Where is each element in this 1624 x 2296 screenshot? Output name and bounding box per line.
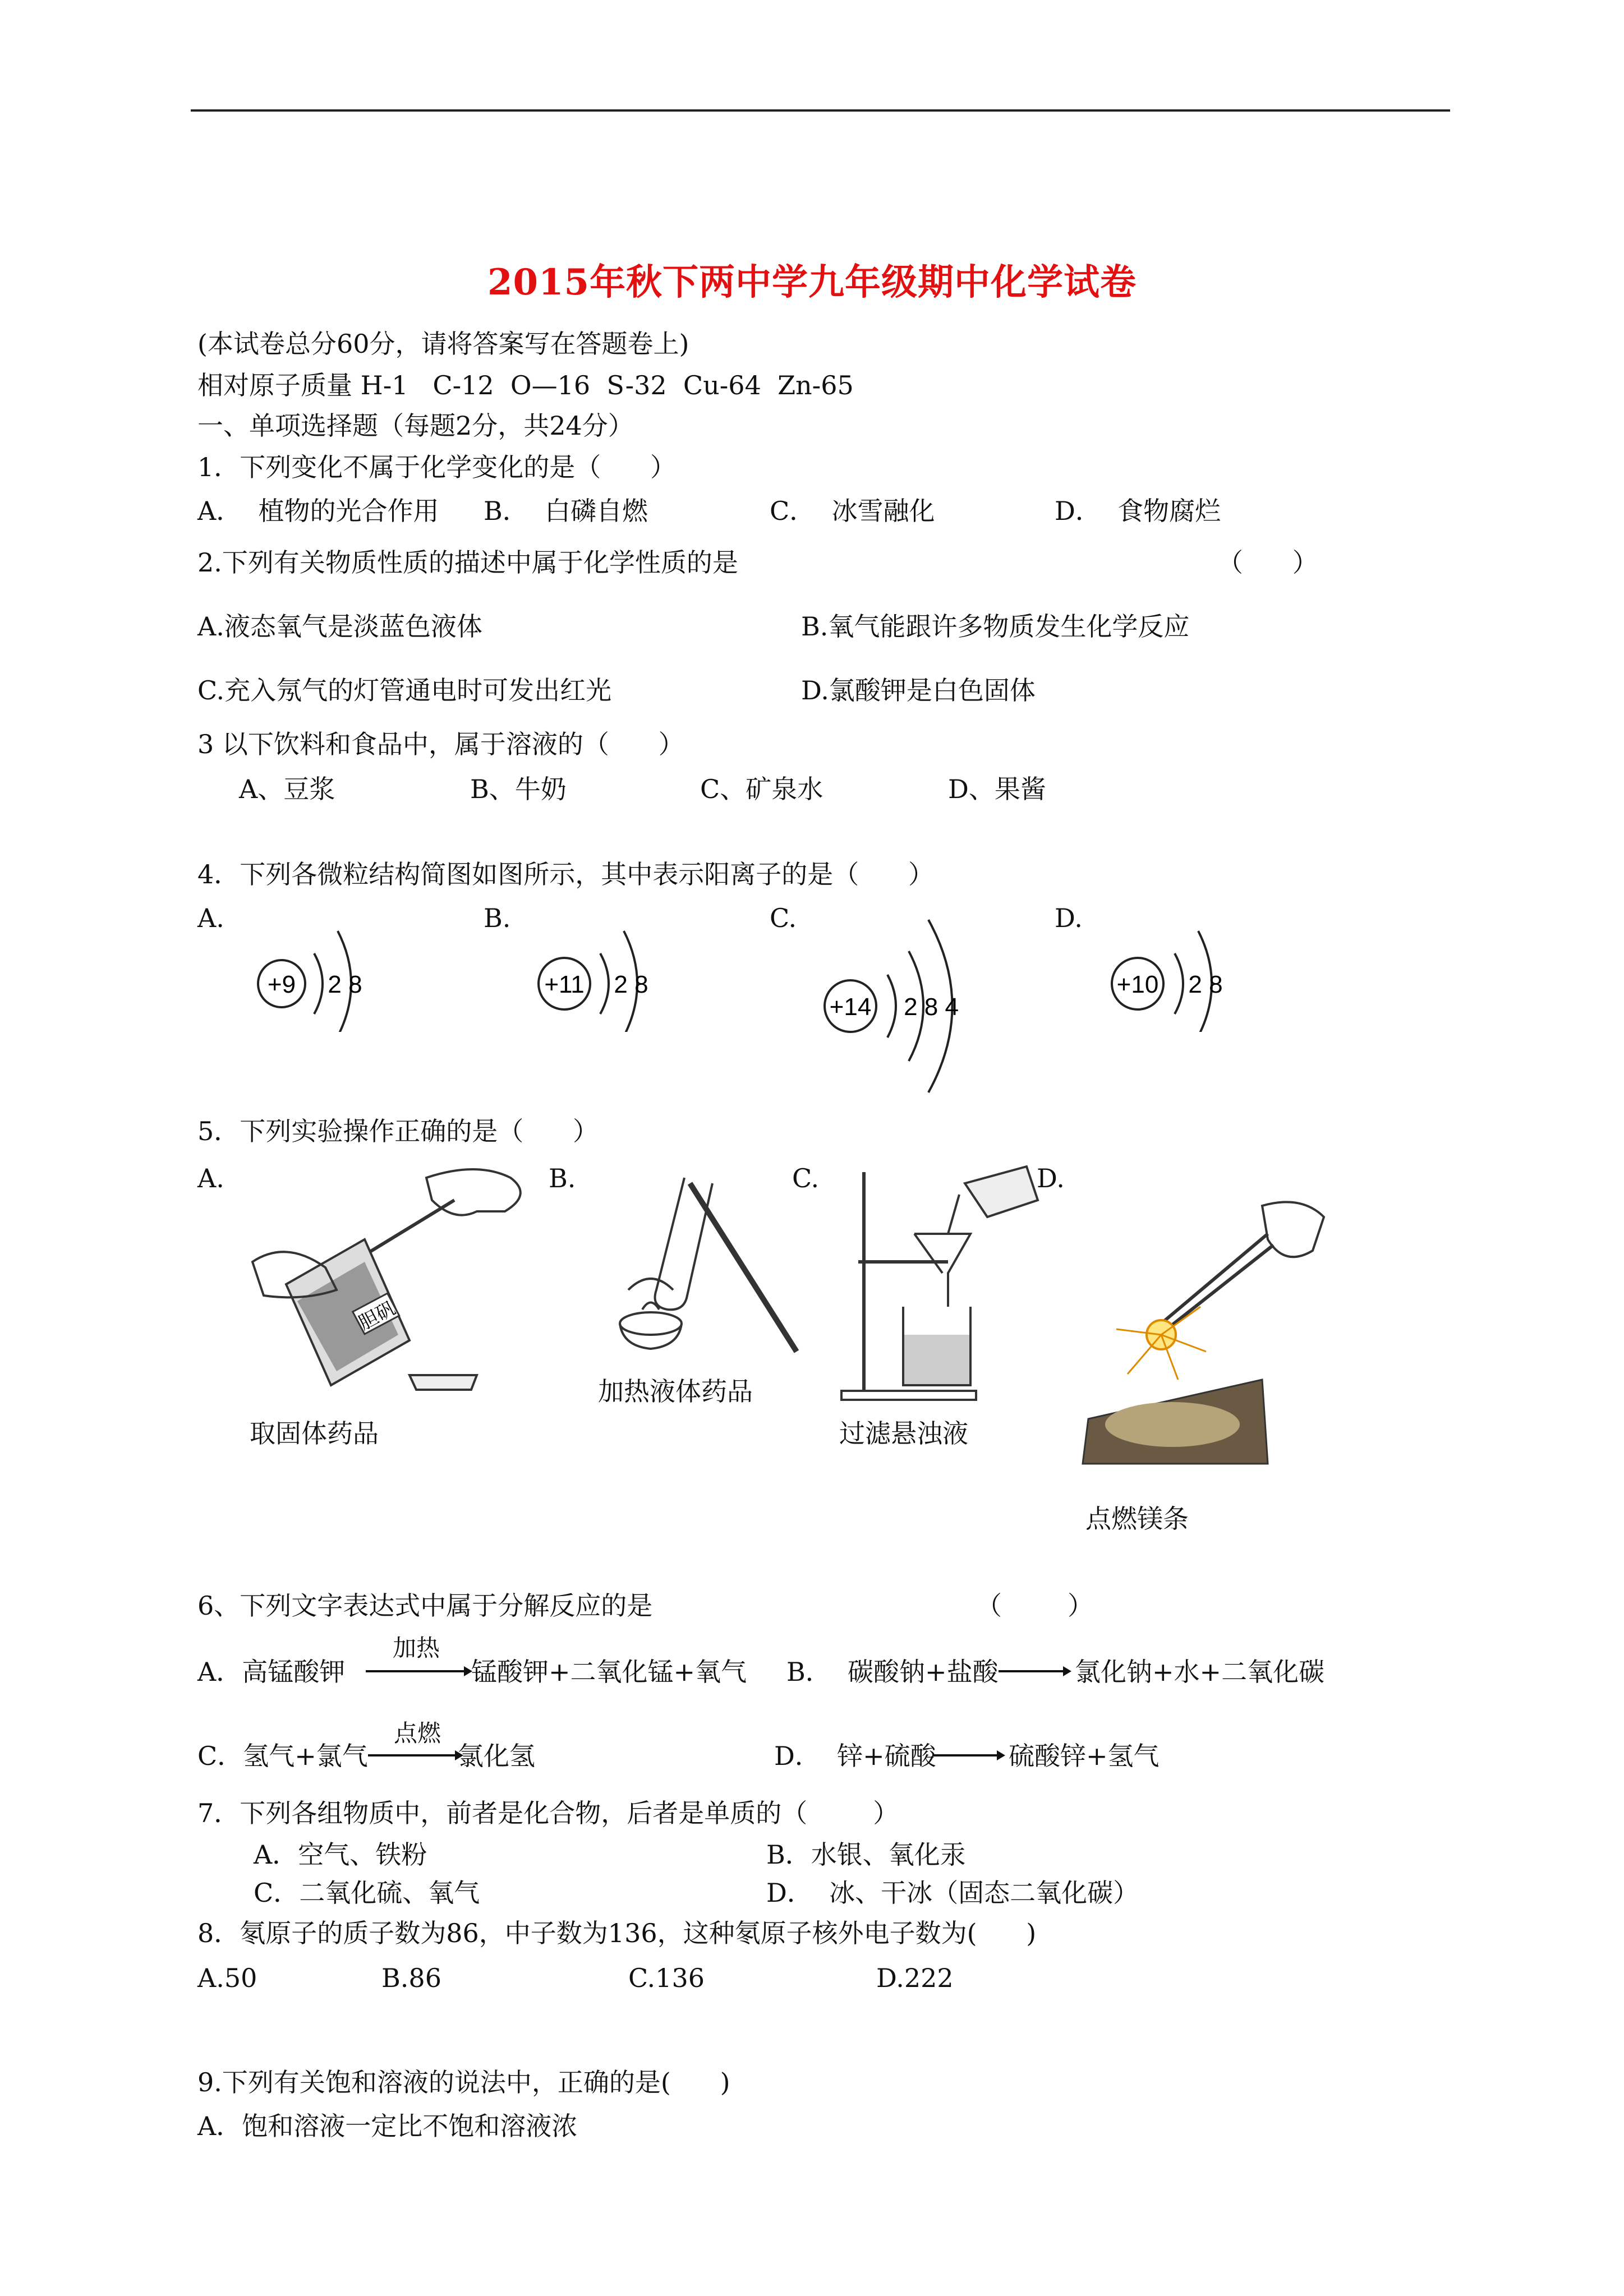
- figure-ignite-magnesium: [1077, 1195, 1346, 1486]
- q8-option-d: D.222: [876, 1963, 954, 1993]
- q6-a-product: 锰酸钾+二氧化锰+氧气: [471, 1657, 747, 1687]
- q6-c-arrow: [368, 1749, 463, 1762]
- q9-stem: 9.下列有关饱和溶液的说法中，正确的是( ): [197, 2067, 730, 2097]
- q2-paren: （ ）: [1217, 547, 1318, 578]
- q3-stem: 3 以下饮料和食品中，属于溶液的（ ）: [197, 729, 684, 759]
- caption-take-solid: 取固体药品: [250, 1418, 379, 1449]
- q6-stem: 6、下列文字表达式中属于分解反应的是: [197, 1590, 653, 1621]
- figure-heat-liquid: [595, 1167, 808, 1368]
- atom-c-nucleus: +14: [829, 993, 872, 1021]
- atom-c-shells: 2 8 4: [904, 993, 959, 1021]
- section-heading: 一、单项选择题（每题2分，共24分）: [197, 411, 634, 441]
- q6-d-reactant: D． 锌+硫酸: [774, 1741, 936, 1771]
- q4-label-d: D.: [1055, 903, 1083, 933]
- q4-label-c: C.: [770, 903, 797, 933]
- atomic-mass-line: 相对原子质量 H-1 C-12 O—16 S-32 Cu-64 Zn-65: [197, 370, 854, 400]
- q3-option-a: A、豆浆: [239, 774, 335, 804]
- q5-label-b: B.: [549, 1163, 576, 1193]
- q5-label-d: D.: [1037, 1163, 1065, 1193]
- q6-a-reactant: A．高锰酸钾: [197, 1657, 346, 1687]
- q2-option-b: B.氧气能跟许多物质发生化学反应: [801, 611, 1190, 642]
- q3-option-d: D、果酱: [948, 774, 1046, 804]
- q5-label-a: A.: [197, 1163, 224, 1193]
- q7-stem: 7．下列各组物质中，前者是化合物，后者是单质的（ ）: [197, 1798, 899, 1828]
- q8-stem: 8．氡原子的质子数为86，中子数为136，这种氡原子核外电子数为( ): [197, 1918, 1037, 1948]
- atom-diagram-d: [1103, 909, 1249, 1032]
- atom-b-nucleus: +11: [544, 971, 585, 998]
- atom-diagram-a: [241, 909, 387, 1032]
- atom-diagram-b: [527, 909, 673, 1032]
- q3-option-c: C、矿泉水: [700, 774, 823, 804]
- q7-option-a: A．空气、铁粉: [254, 1839, 427, 1870]
- q1-option-d: D． 食物腐烂: [1055, 496, 1221, 526]
- atom-a-nucleus: +9: [267, 971, 296, 998]
- bottle-label: 胆矾: [355, 1297, 399, 1335]
- q5-stem: 5．下列实验操作正确的是（ ）: [197, 1116, 599, 1146]
- q6-d-product: 硫酸锌+氢气: [1009, 1741, 1160, 1771]
- q8-option-c: C.136: [628, 1963, 705, 1993]
- atom-a-shells: 2 8: [328, 971, 362, 998]
- q6-b-arrow: [999, 1665, 1071, 1678]
- caption-filtration: 过滤悬浊液: [839, 1418, 968, 1449]
- caption-ignite-magnesium: 点燃镁条: [1085, 1504, 1189, 1534]
- q9-option-a: A．饱和溶液一定比不饱和溶液浓: [197, 2111, 578, 2141]
- q8-option-a: A.50: [197, 1963, 257, 1993]
- atom-diagram-c: [813, 903, 999, 1105]
- atom-d-shells: 2 8: [1188, 971, 1223, 998]
- q2-option-c: C.充入氖气的灯管通电时可发出红光: [197, 675, 612, 706]
- q4-label-b: B.: [484, 903, 511, 933]
- figure-filtration: [836, 1150, 1060, 1408]
- q2-option-d: D.氯酸钾是白色固体: [801, 675, 1036, 706]
- q2-option-a: A.液态氧气是淡蓝色液体: [197, 611, 482, 642]
- top-rule: [191, 109, 1450, 112]
- q3-option-b: B、牛奶: [470, 774, 567, 804]
- q6-b-product: 氯化钠+水+二氧化碳: [1075, 1657, 1325, 1687]
- q6-c-condition: 点燃: [394, 1719, 441, 1747]
- q1-option-a: A． 植物的光合作用: [197, 496, 439, 526]
- q2-stem: 2.下列有关物质性质的描述中属于化学性质的是: [197, 547, 738, 578]
- q1-stem: 1．下列变化不属于化学变化的是（ ）: [197, 452, 676, 482]
- q7-option-d: D． 冰、干冰（固态二氧化碳）: [766, 1878, 1139, 1908]
- exam-title: 2015年秋下两中学九年级期中化学试卷: [487, 261, 1137, 303]
- atom-d-nucleus: +10: [1116, 971, 1159, 998]
- q6-a-arrow: [366, 1665, 472, 1678]
- q8-option-b: B.86: [381, 1963, 441, 1993]
- q6-d-arrow: [932, 1749, 1005, 1762]
- caption-heat-liquid: 加热液体药品: [598, 1376, 753, 1407]
- q6-c-product: 氯化氢: [458, 1741, 535, 1771]
- atom-b-shells: 2 8: [614, 971, 648, 998]
- q4-stem: 4．下列各微粒结构简图如图所示，其中表示阳离子的是（ ）: [197, 859, 934, 889]
- exam-note: (本试卷总分60分，请将答案写在答题卷上): [197, 329, 689, 359]
- q7-option-b: B．水银、氧化汞: [766, 1839, 966, 1870]
- q6-paren: （ ）: [976, 1590, 1093, 1621]
- q4-label-a: A.: [197, 903, 224, 933]
- figure-take-solid: [241, 1155, 539, 1402]
- q6-b-reactant: B． 碳酸钠+盐酸: [786, 1657, 999, 1687]
- q6-a-condition: 加热: [393, 1634, 440, 1662]
- q6-c-reactant: C．氢气+氯气: [197, 1741, 368, 1771]
- q7-option-c: C．二氧化硫、氧气: [254, 1878, 480, 1908]
- q1-option-b: B． 白磷自燃: [484, 496, 648, 526]
- q1-option-c: C． 冰雪融化: [770, 496, 935, 526]
- q5-label-c: C.: [792, 1163, 820, 1193]
